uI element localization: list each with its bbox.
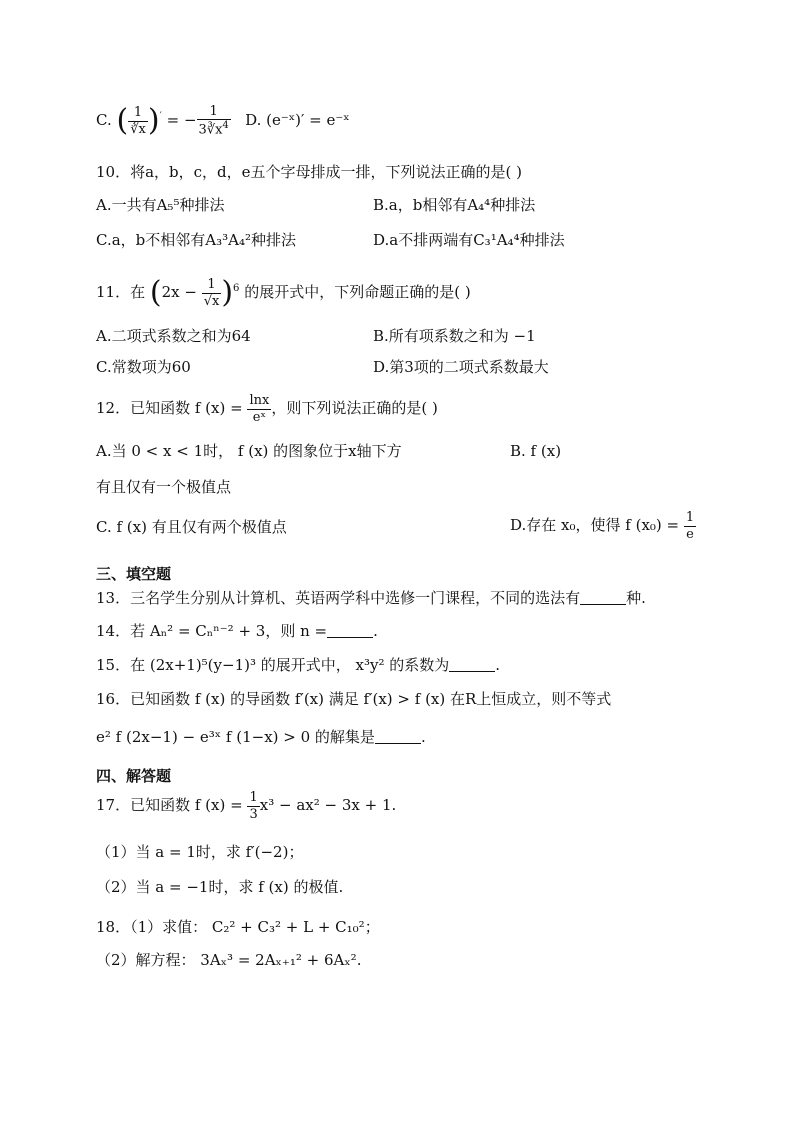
q10-option-b: B.a，b相邻有A₄⁴种排法 [373,196,536,214]
q11-number: 11．在 [96,283,146,301]
q10-option-a: A.一共有A₅⁵种排法 [96,196,225,214]
section-fill-in-heading: 三、填空题 [96,565,172,583]
q18-part1: 18．（1）求值： C₂² + C₃² + L + C₁₀²； [96,918,380,936]
q12-option-d [510,510,696,542]
q9-option-c: C. ( $\frac{1}{∛x}$ )′ = − $\frac{1}{3∛x^4}$ D. (e⁻ˣ)′ = e⁻ˣ [96,103,350,138]
q9-option-d: D. (e⁻ˣ)′ = e⁻ˣ [245,111,350,129]
fraction: $\frac{1}{∛x}$ [130,104,146,137]
q11-option-b: B.所有项系数之和为 −1 [373,327,536,345]
paren-right: ) [221,275,234,310]
q11-option-d: D.第3项的二项式系数最大 [373,358,549,376]
q18-part2: （2）解方程： 3Aₓ³ = 2Aₓ₊₁² + 6Aₓ². [96,951,362,969]
q12-option-b-tail: 有且仅有一个极值点 [96,478,232,496]
q10-option-d: D.a不排两端有C₃¹A₄⁴种排法 [373,231,565,249]
q17-part2: （2）当 a = −1时，求 f (x) 的极值. [96,878,344,896]
fraction: $\frac{1}{√x}$ [203,276,220,309]
q17-stem [96,790,396,822]
q17-part1: （1）当 a = 1时，求 f′(−2)； [96,843,304,861]
paren-left: ( [149,275,162,310]
q17-tail: x³ − ax² − 3x + 1. [259,796,397,815]
q14: 14．若 Aₙ² = Cₙⁿ⁻² + 3，则 n = . [96,622,378,640]
fraction: $\frac{1}{3}$ [249,790,258,822]
answer-blank[interactable] [327,623,373,638]
q10-option-c: C.a，b不相邻有A₃³A₄²种排法 [96,231,296,249]
fraction: $\frac{\ln x}{\text{eˣ}}$ [249,393,270,425]
q12-number: 12．已知函数 f (x) = [96,399,243,418]
q12-option-d-head: D.存在 x₀，使得 f (x₀) = [510,516,680,535]
q11-option-c: C.常数项为60 [96,358,191,376]
answer-blank[interactable] [375,729,421,744]
q12-option-a: A.当 0 < x < 1时， f (x) 的图象位于x轴下方 [96,442,402,460]
q16-line1: 16．已知函数 f (x) 的导函数 f′(x) 满足 f′(x) > f (x) 在R上恒成立，则不等式 [96,690,612,708]
q12-stem-tail: ，则下列说法正确的是( ) [271,399,438,418]
q12-option-b-head: B. f (x) [510,442,562,460]
q13-text: 13．三名学生分别从计算机、英语两学科中选修一门课程，不同的选法有 [96,589,581,607]
q17-head: 17．已知函数 f (x) = [96,796,243,815]
answer-blank[interactable] [449,657,495,672]
paren-left: ( [116,103,129,138]
q11-option-a: A.二项式系数之和为64 [96,327,251,345]
fraction: $\frac{1}{e}$ [685,510,695,542]
q11-stem: 11．在 (2x − $\frac{1}{√x}$ )$^6$ 的展开式中，下列命题正确的是( ) [96,275,471,310]
section-solution-heading: 四、解答题 [96,767,172,785]
answer-blank[interactable] [580,590,626,605]
q11-stem-tail: 的展开式中，下列命题正确的是( ) [244,283,471,301]
option-label: C. [96,111,112,129]
q15-text: 15．在 (2x+1)⁵(y−1)³ 的展开式中， x³y² 的系数为 [96,656,450,674]
q10-stem: 10．将a，b，c，d，e五个字母排成一排，下列说法正确的是( ) [96,163,522,181]
q16-text: e² f (2x−1) − e³ˣ f (1−x) > 0 的解集是 [96,728,375,746]
fraction: $\frac{1}{3∛x^4}$ [198,103,229,138]
q16-line2: e² f (2x−1) − e³ˣ f (1−x) > 0 的解集是 . [96,728,426,746]
q12-option-c: C. f (x) 有且仅有两个极值点 [96,518,287,536]
q14-text: 14．若 Aₙ² = Cₙⁿ⁻² + 3，则 n = [96,622,328,640]
q15: 15．在 (2x+1)⁵(y−1)³ 的展开式中， x³y² 的系数为 . [96,656,501,674]
q13 [96,589,646,607]
q12-stem [96,393,438,425]
q13-tail: 种. [626,589,646,607]
paren-right: ) [147,103,160,138]
